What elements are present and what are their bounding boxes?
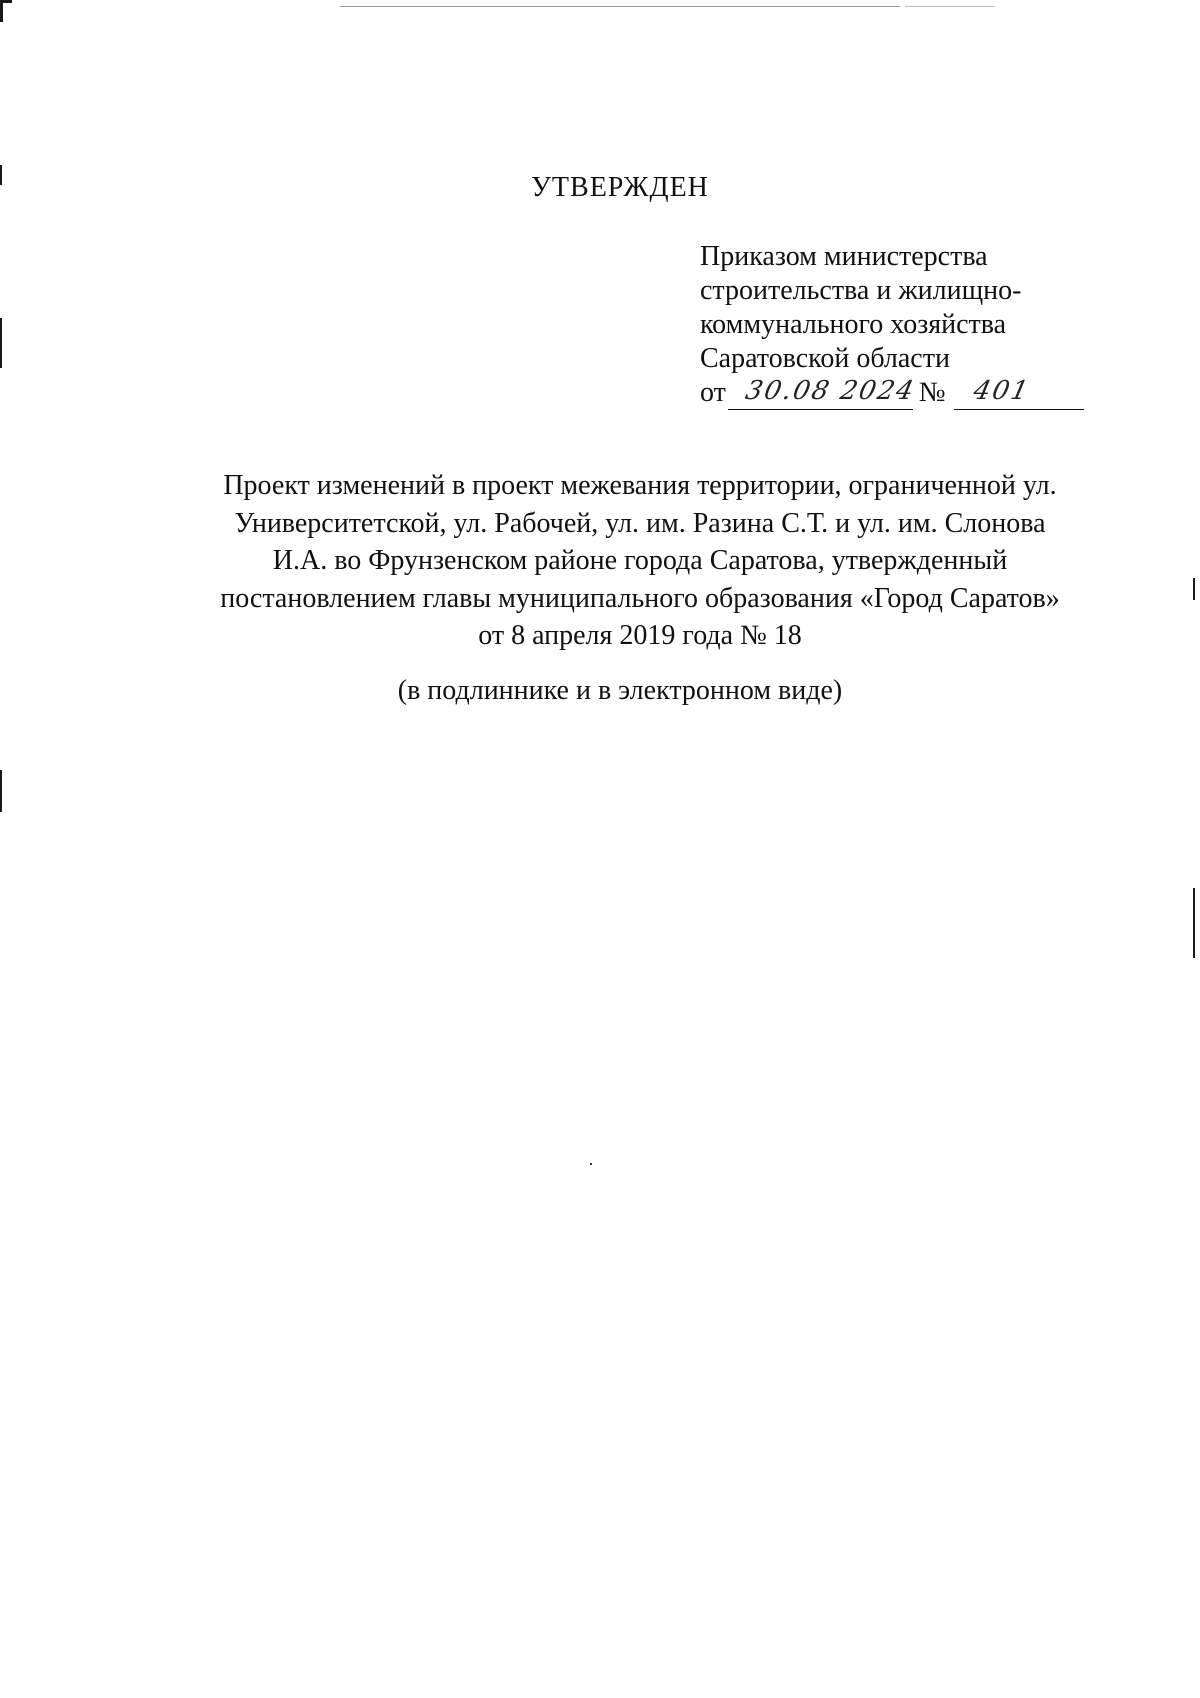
scan-top-rule [905, 6, 995, 7]
approval-line: строительства и жилищно- [700, 275, 1022, 306]
order-number-field [954, 376, 1084, 410]
document-title [200, 467, 1080, 655]
approval-block [700, 240, 1100, 410]
order-date-number-row [700, 376, 1100, 410]
approved-heading: УТВЕРЖДЕН [531, 172, 709, 203]
scan-corner-mark [0, 0, 3, 22]
approval-line: Саратовской области [700, 343, 950, 374]
handwritten-date: 30.08 2024 [742, 376, 918, 406]
date-prefix: от [700, 377, 726, 408]
approval-line: Приказом министерства [700, 241, 988, 272]
handwritten-number: 401 [970, 376, 1033, 406]
approval-line: коммунального хозяйства [700, 309, 1007, 340]
order-date-field [728, 376, 918, 410]
scan-speck [590, 1163, 592, 1165]
title-line: И.А. во Фрунзенском районе города Саратова, утвержденный [272, 545, 1008, 576]
title-line: от 8 апреля 2019 года № 18 [478, 620, 802, 651]
scan-edge-mark [1193, 888, 1195, 958]
scan-edge-mark [0, 318, 2, 368]
scan-top-rule [340, 6, 900, 7]
title-line: Проект изменений в проект межевания территории, ограниченной ул. [223, 470, 1057, 501]
scan-edge-mark [1193, 578, 1195, 600]
title-line: Университетской, ул. Рабочей, ул. им. Разина С.Т. и ул. им. Слонова [234, 507, 1046, 539]
scan-edge-mark [0, 770, 2, 812]
number-prefix: № [918, 377, 946, 408]
title-line: постановлением главы муниципального образования «Город Саратов» [220, 582, 1060, 614]
format-note: (в подлиннике и в электронном виде) [397, 675, 843, 706]
